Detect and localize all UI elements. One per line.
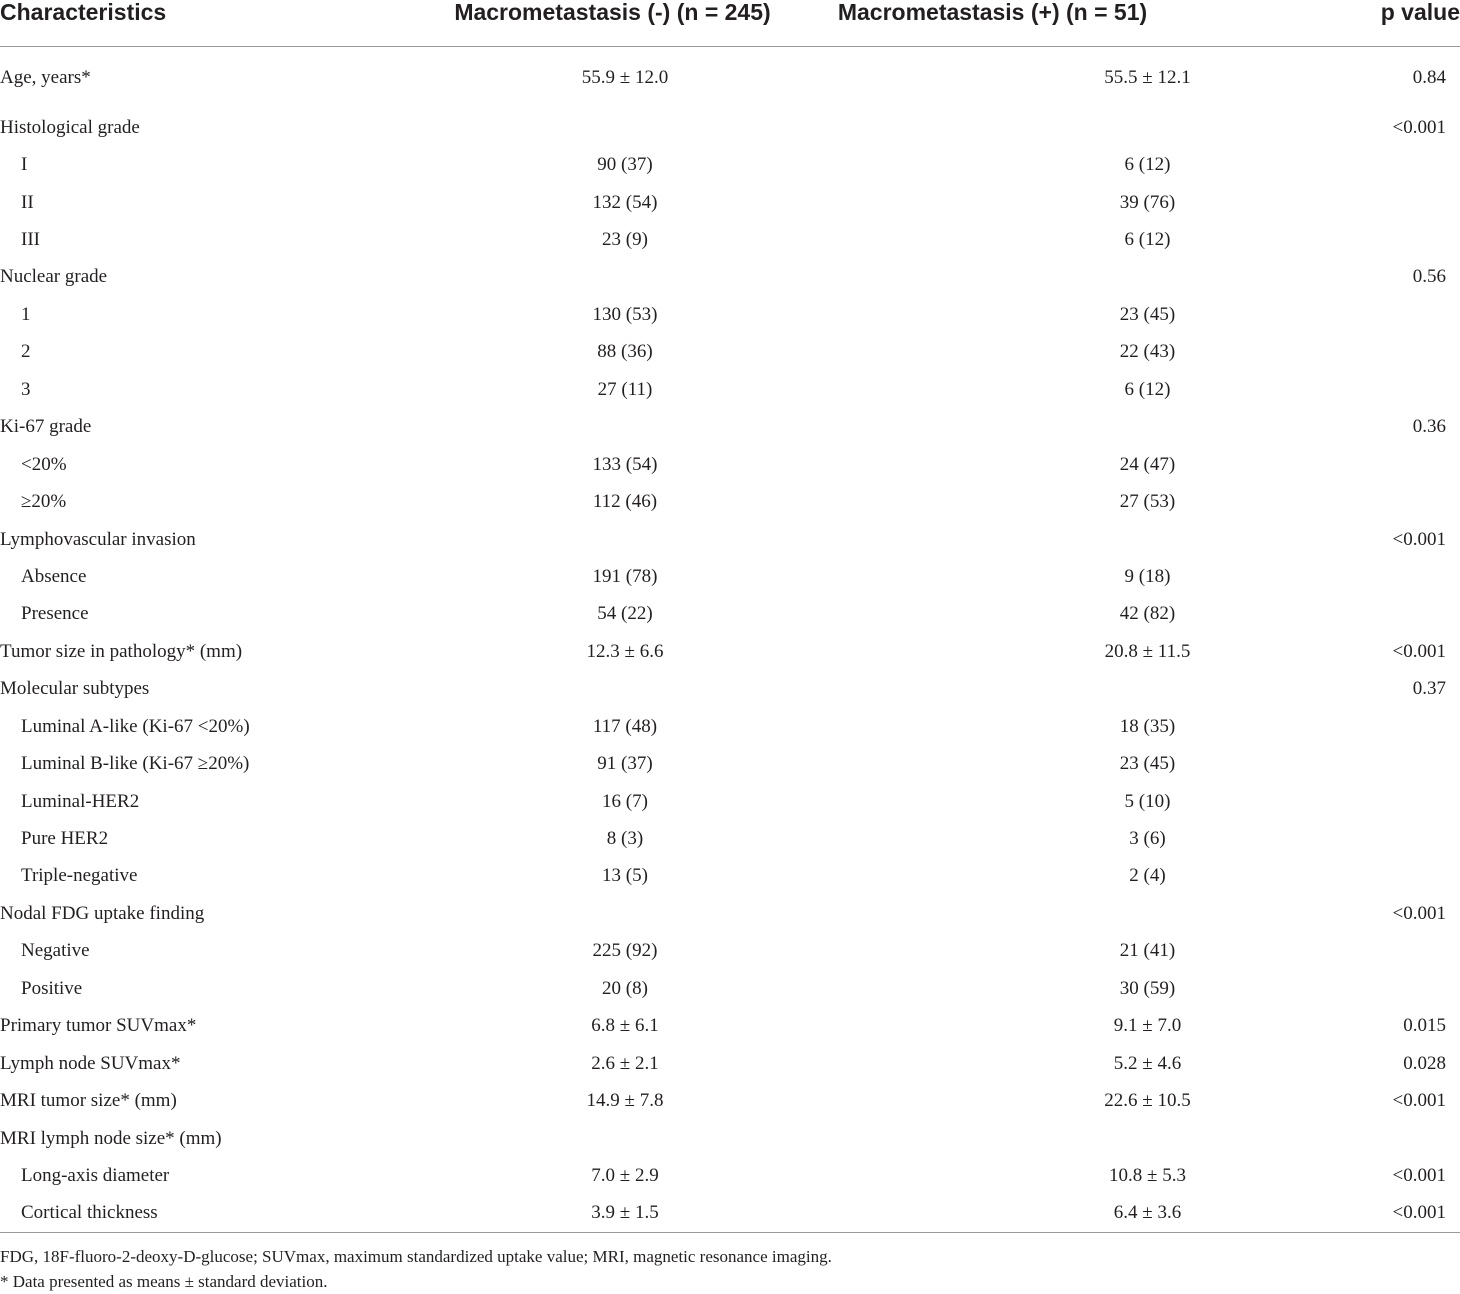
value-macrometastasis-negative: 54 (22) <box>597 603 653 625</box>
cell-macrometastasis-positive <box>785 1008 1350 1045</box>
row-characteristic-label: Luminal B-like (Ki-67 ≥20%) <box>21 753 250 775</box>
cell-p-value <box>1350 933 1460 970</box>
cell-p-value <box>1350 483 1460 520</box>
cell-macrometastasis-negative <box>390 820 785 857</box>
row-characteristic-label: Tumor size in pathology* (mm) <box>0 640 243 662</box>
table-row <box>0 221 1460 258</box>
value-macrometastasis-negative: 14.9 ± 7.8 <box>586 1090 664 1112</box>
value-macrometastasis-negative: 20 (8) <box>602 977 648 999</box>
value-macrometastasis-positive: 23 (45) <box>1119 753 1176 775</box>
cell-macrometastasis-positive <box>785 1045 1350 1082</box>
table-row <box>0 146 1460 183</box>
value-macrometastasis-positive: 9 (18) <box>1124 565 1171 587</box>
row-characteristic-label: <20% <box>21 453 67 475</box>
table-row <box>0 633 1460 670</box>
value-macrometastasis-negative: 88 (36) <box>597 341 653 363</box>
row-characteristic-label: Presence <box>21 603 89 625</box>
cell-p-value: 0.015 <box>1403 1015 1446 1037</box>
cell-p-value <box>1350 558 1460 595</box>
value-macrometastasis-positive: 18 (35) <box>1119 715 1176 737</box>
cell-macrometastasis-negative <box>390 671 785 708</box>
table-row <box>0 1120 1460 1157</box>
row-characteristic-label: Pure HER2 <box>21 828 109 850</box>
row-characteristic-label: Lymphovascular invasion <box>0 528 196 550</box>
cell-macrometastasis-negative <box>390 47 785 110</box>
cell-p-value <box>1350 820 1460 857</box>
row-characteristic-label: Age, years* <box>0 67 91 88</box>
table-row <box>0 521 1460 558</box>
value-macrometastasis-negative: 132 (54) <box>592 191 658 213</box>
cell-p-value: <0.001 <box>1392 902 1446 924</box>
cell-macrometastasis-positive <box>785 47 1350 110</box>
value-macrometastasis-positive: 6 (12) <box>1124 154 1171 176</box>
row-characteristic-label: Ki-67 grade <box>0 416 92 438</box>
cell-macrometastasis-positive <box>785 820 1350 857</box>
value-macrometastasis-positive: 55.5 ± 12.1 <box>1104 67 1191 88</box>
table-row <box>0 558 1460 595</box>
value-macrometastasis-negative: 16 (7) <box>602 790 648 812</box>
value-macrometastasis-positive: 27 (53) <box>1119 491 1176 513</box>
cell-macrometastasis-positive <box>785 858 1350 895</box>
value-macrometastasis-negative: 130 (53) <box>592 303 658 325</box>
footnote-asterisk: * Data presented as means ± standard deviation. <box>0 1272 328 1291</box>
cell-macrometastasis-positive <box>785 970 1350 1007</box>
cell-macrometastasis-negative <box>390 334 785 371</box>
cell-p-value <box>1350 745 1460 782</box>
table-row <box>0 858 1460 895</box>
value-macrometastasis-negative: 91 (37) <box>597 753 653 775</box>
table-body <box>0 47 1460 1233</box>
cell-macrometastasis-positive <box>785 296 1350 333</box>
value-macrometastasis-negative: 23 (9) <box>602 229 648 251</box>
cell-p-value: <0.001 <box>1392 528 1446 550</box>
cell-p-value: <0.001 <box>1392 116 1446 138</box>
cell-p-value: <0.001 <box>1392 1090 1446 1112</box>
cell-p-value: 0.84 <box>1412 67 1446 88</box>
cell-p-value <box>1350 184 1460 221</box>
cell-macrometastasis-positive <box>785 334 1350 371</box>
value-macrometastasis-negative: 2.6 ± 2.1 <box>591 1052 659 1074</box>
cell-p-value <box>1350 970 1460 1007</box>
cell-macrometastasis-negative <box>390 296 785 333</box>
value-macrometastasis-negative: 90 (37) <box>597 154 653 176</box>
row-characteristic-label: 1 <box>21 303 31 325</box>
cell-macrometastasis-positive <box>785 1082 1350 1119</box>
table-row <box>0 446 1460 483</box>
cell-p-value: 0.37 <box>1412 678 1446 700</box>
cell-macrometastasis-positive <box>785 221 1350 258</box>
cell-macrometastasis-negative <box>390 633 785 670</box>
value-macrometastasis-positive: 42 (82) <box>1119 603 1176 625</box>
cell-macrometastasis-negative <box>390 221 785 258</box>
table-row <box>0 184 1460 221</box>
row-characteristic-label: Cortical thickness <box>21 1202 158 1224</box>
table-row <box>0 596 1460 633</box>
table-row <box>0 1195 1460 1232</box>
cell-p-value <box>1350 596 1460 633</box>
row-characteristic-label: Nuclear grade <box>0 266 108 288</box>
cell-p-value: 0.028 <box>1403 1052 1446 1074</box>
cell-macrometastasis-negative <box>390 184 785 221</box>
table-row <box>0 47 1460 110</box>
table-row <box>0 259 1460 296</box>
table-row <box>0 745 1460 782</box>
cell-macrometastasis-positive <box>785 483 1350 520</box>
cell-macrometastasis-negative <box>390 933 785 970</box>
row-characteristic-label: III <box>21 229 40 251</box>
row-characteristic-label: Triple-negative <box>21 865 138 887</box>
value-macrometastasis-positive: 23 (45) <box>1119 303 1176 325</box>
cell-macrometastasis-positive <box>785 259 1350 296</box>
value-macrometastasis-negative: 133 (54) <box>592 453 658 475</box>
row-characteristic-label: Positive <box>21 977 83 999</box>
cell-macrometastasis-positive <box>785 446 1350 483</box>
value-macrometastasis-negative: 13 (5) <box>602 865 648 887</box>
row-characteristic-label: Lymph node SUVmax* <box>0 1052 181 1074</box>
row-characteristic-label: Molecular subtypes <box>0 678 150 700</box>
cell-p-value: 0.36 <box>1412 416 1446 438</box>
cell-macrometastasis-negative <box>390 371 785 408</box>
value-macrometastasis-negative: 8 (3) <box>606 828 644 850</box>
cell-p-value <box>1350 1120 1460 1157</box>
table-header <box>0 0 1460 47</box>
cell-macrometastasis-negative <box>390 1120 785 1157</box>
value-macrometastasis-positive: 30 (59) <box>1119 977 1176 999</box>
value-macrometastasis-positive: 22.6 ± 10.5 <box>1104 1090 1191 1112</box>
cell-macrometastasis-positive <box>785 745 1350 782</box>
cell-macrometastasis-negative <box>390 446 785 483</box>
cell-macrometastasis-negative <box>390 521 785 558</box>
value-macrometastasis-positive: 6 (12) <box>1124 378 1171 400</box>
value-macrometastasis-positive: 2 (4) <box>1129 865 1166 887</box>
row-characteristic-label: Long-axis diameter <box>21 1164 170 1186</box>
table-row <box>0 1008 1460 1045</box>
cell-p-value: 0.56 <box>1412 266 1446 288</box>
header-macrometastasis-negative: Macrometastasis (-) (n = 245) <box>390 0 785 47</box>
table-row <box>0 1157 1460 1194</box>
cell-macrometastasis-positive <box>785 1195 1350 1232</box>
row-characteristic-label: Luminal A-like (Ki-67 <20%) <box>21 715 250 737</box>
header-row <box>0 0 1460 47</box>
header-characteristics: Characteristics <box>0 0 390 47</box>
cell-macrometastasis-negative <box>390 1045 785 1082</box>
value-macrometastasis-negative: 55.9 ± 12.0 <box>581 67 669 88</box>
value-macrometastasis-positive: 39 (76) <box>1119 191 1176 213</box>
row-characteristic-label: 3 <box>21 378 31 400</box>
cell-p-value <box>1350 858 1460 895</box>
value-macrometastasis-positive: 5.2 ± 4.6 <box>1113 1052 1182 1074</box>
row-characteristic-label: Primary tumor SUVmax* <box>0 1015 197 1037</box>
value-macrometastasis-negative: 191 (78) <box>592 565 658 587</box>
cell-p-value <box>1350 146 1460 183</box>
cell-macrometastasis-positive <box>785 146 1350 183</box>
cell-macrometastasis-positive <box>785 708 1350 745</box>
cell-macrometastasis-negative <box>390 558 785 595</box>
row-characteristic-label: I <box>21 154 28 176</box>
cell-p-value <box>1350 334 1460 371</box>
cell-macrometastasis-negative <box>390 409 785 446</box>
value-macrometastasis-negative: 3.9 ± 1.5 <box>591 1202 659 1224</box>
cell-macrometastasis-positive <box>785 671 1350 708</box>
row-characteristic-label: Luminal-HER2 <box>21 790 140 812</box>
table-row <box>0 708 1460 745</box>
cell-p-value <box>1350 221 1460 258</box>
cell-macrometastasis-negative <box>390 970 785 1007</box>
cell-macrometastasis-negative <box>390 1195 785 1232</box>
table-row <box>0 1082 1460 1119</box>
table-row <box>0 933 1460 970</box>
row-characteristic-label: 2 <box>21 341 31 363</box>
value-macrometastasis-negative: 7.0 ± 2.9 <box>591 1164 659 1186</box>
cell-macrometastasis-negative <box>390 745 785 782</box>
table-row <box>0 334 1460 371</box>
table-row <box>0 671 1460 708</box>
cell-macrometastasis-positive <box>785 895 1350 932</box>
cell-macrometastasis-positive <box>785 1157 1350 1194</box>
cell-macrometastasis-negative <box>390 783 785 820</box>
value-macrometastasis-positive: 6.4 ± 3.6 <box>1113 1202 1182 1224</box>
row-characteristic-label: MRI lymph node size* (mm) <box>0 1127 222 1149</box>
value-macrometastasis-negative: 12.3 ± 6.6 <box>586 640 664 662</box>
row-characteristic-label: II <box>21 191 34 213</box>
cell-macrometastasis-negative <box>390 1008 785 1045</box>
cell-macrometastasis-negative <box>390 596 785 633</box>
table-row <box>0 296 1460 333</box>
cell-p-value <box>1350 371 1460 408</box>
cell-macrometastasis-positive <box>785 1120 1350 1157</box>
value-macrometastasis-positive: 5 (10) <box>1124 790 1171 812</box>
cell-p-value <box>1350 708 1460 745</box>
cell-macrometastasis-positive <box>785 933 1350 970</box>
cell-p-value: <0.001 <box>1392 1164 1446 1186</box>
cell-macrometastasis-positive <box>785 109 1350 146</box>
table-row <box>0 783 1460 820</box>
cell-macrometastasis-negative <box>390 895 785 932</box>
table-row <box>0 895 1460 932</box>
table-footnotes <box>0 1244 1460 1294</box>
table-row <box>0 109 1460 146</box>
cell-p-value <box>1350 446 1460 483</box>
cell-macrometastasis-negative <box>390 109 785 146</box>
value-macrometastasis-positive: 9.1 ± 7.0 <box>1113 1015 1182 1037</box>
cell-macrometastasis-positive <box>785 184 1350 221</box>
cell-macrometastasis-positive <box>785 783 1350 820</box>
table-row <box>0 409 1460 446</box>
cell-p-value: <0.001 <box>1392 640 1446 662</box>
cell-macrometastasis-negative <box>390 259 785 296</box>
cell-macrometastasis-positive <box>785 633 1350 670</box>
value-macrometastasis-negative: 6.8 ± 6.1 <box>591 1015 659 1037</box>
value-macrometastasis-positive: 24 (47) <box>1119 453 1176 475</box>
table-row <box>0 970 1460 1007</box>
value-macrometastasis-positive: 3 (6) <box>1129 828 1166 850</box>
row-characteristic-label: Histological grade <box>0 116 140 138</box>
cell-p-value: <0.001 <box>1392 1202 1446 1224</box>
cell-macrometastasis-negative <box>390 146 785 183</box>
cell-macrometastasis-negative <box>390 708 785 745</box>
cell-macrometastasis-positive <box>785 371 1350 408</box>
cell-macrometastasis-negative <box>390 1157 785 1194</box>
cell-p-value <box>1350 296 1460 333</box>
cell-macrometastasis-negative <box>390 858 785 895</box>
table-row <box>0 820 1460 857</box>
row-characteristic-label: Absence <box>21 565 87 587</box>
row-characteristic-label: Nodal FDG uptake finding <box>0 902 205 924</box>
header-macrometastasis-positive: Macrometastasis (+) (n = 51) <box>785 0 1350 47</box>
value-macrometastasis-negative: 117 (48) <box>592 715 658 737</box>
value-macrometastasis-negative: 112 (46) <box>592 491 658 513</box>
value-macrometastasis-positive: 6 (12) <box>1124 229 1171 251</box>
row-characteristic-label: Negative <box>21 940 90 962</box>
cell-macrometastasis-positive <box>785 521 1350 558</box>
footnote-abbreviations: FDG, 18F-fluoro-2-deoxy-D-glucose; SUVmax, maximum standardized uptake value; MRI, magnetic resonance imaging. <box>0 1247 832 1266</box>
cell-macrometastasis-positive <box>785 409 1350 446</box>
cell-macrometastasis-negative <box>390 483 785 520</box>
value-macrometastasis-negative: 225 (92) <box>592 940 658 962</box>
value-macrometastasis-negative: 27 (11) <box>597 378 653 400</box>
row-characteristic-label: ≥20% <box>21 491 67 513</box>
table-row <box>0 371 1460 408</box>
cell-macrometastasis-negative <box>390 1082 785 1119</box>
cell-macrometastasis-positive <box>785 596 1350 633</box>
value-macrometastasis-positive: 20.8 ± 11.5 <box>1104 640 1191 662</box>
value-macrometastasis-positive: 10.8 ± 5.3 <box>1109 1164 1186 1186</box>
value-macrometastasis-positive: 22 (43) <box>1119 341 1176 363</box>
cell-p-value <box>1350 783 1460 820</box>
value-macrometastasis-positive: 21 (41) <box>1119 940 1176 962</box>
table-row <box>0 1045 1460 1082</box>
table-row <box>0 483 1460 520</box>
cell-macrometastasis-positive <box>785 558 1350 595</box>
header-p-value: p value <box>1350 0 1460 47</box>
row-characteristic-label: MRI tumor size* (mm) <box>0 1090 177 1112</box>
table-bottom-rule <box>0 1232 1460 1233</box>
